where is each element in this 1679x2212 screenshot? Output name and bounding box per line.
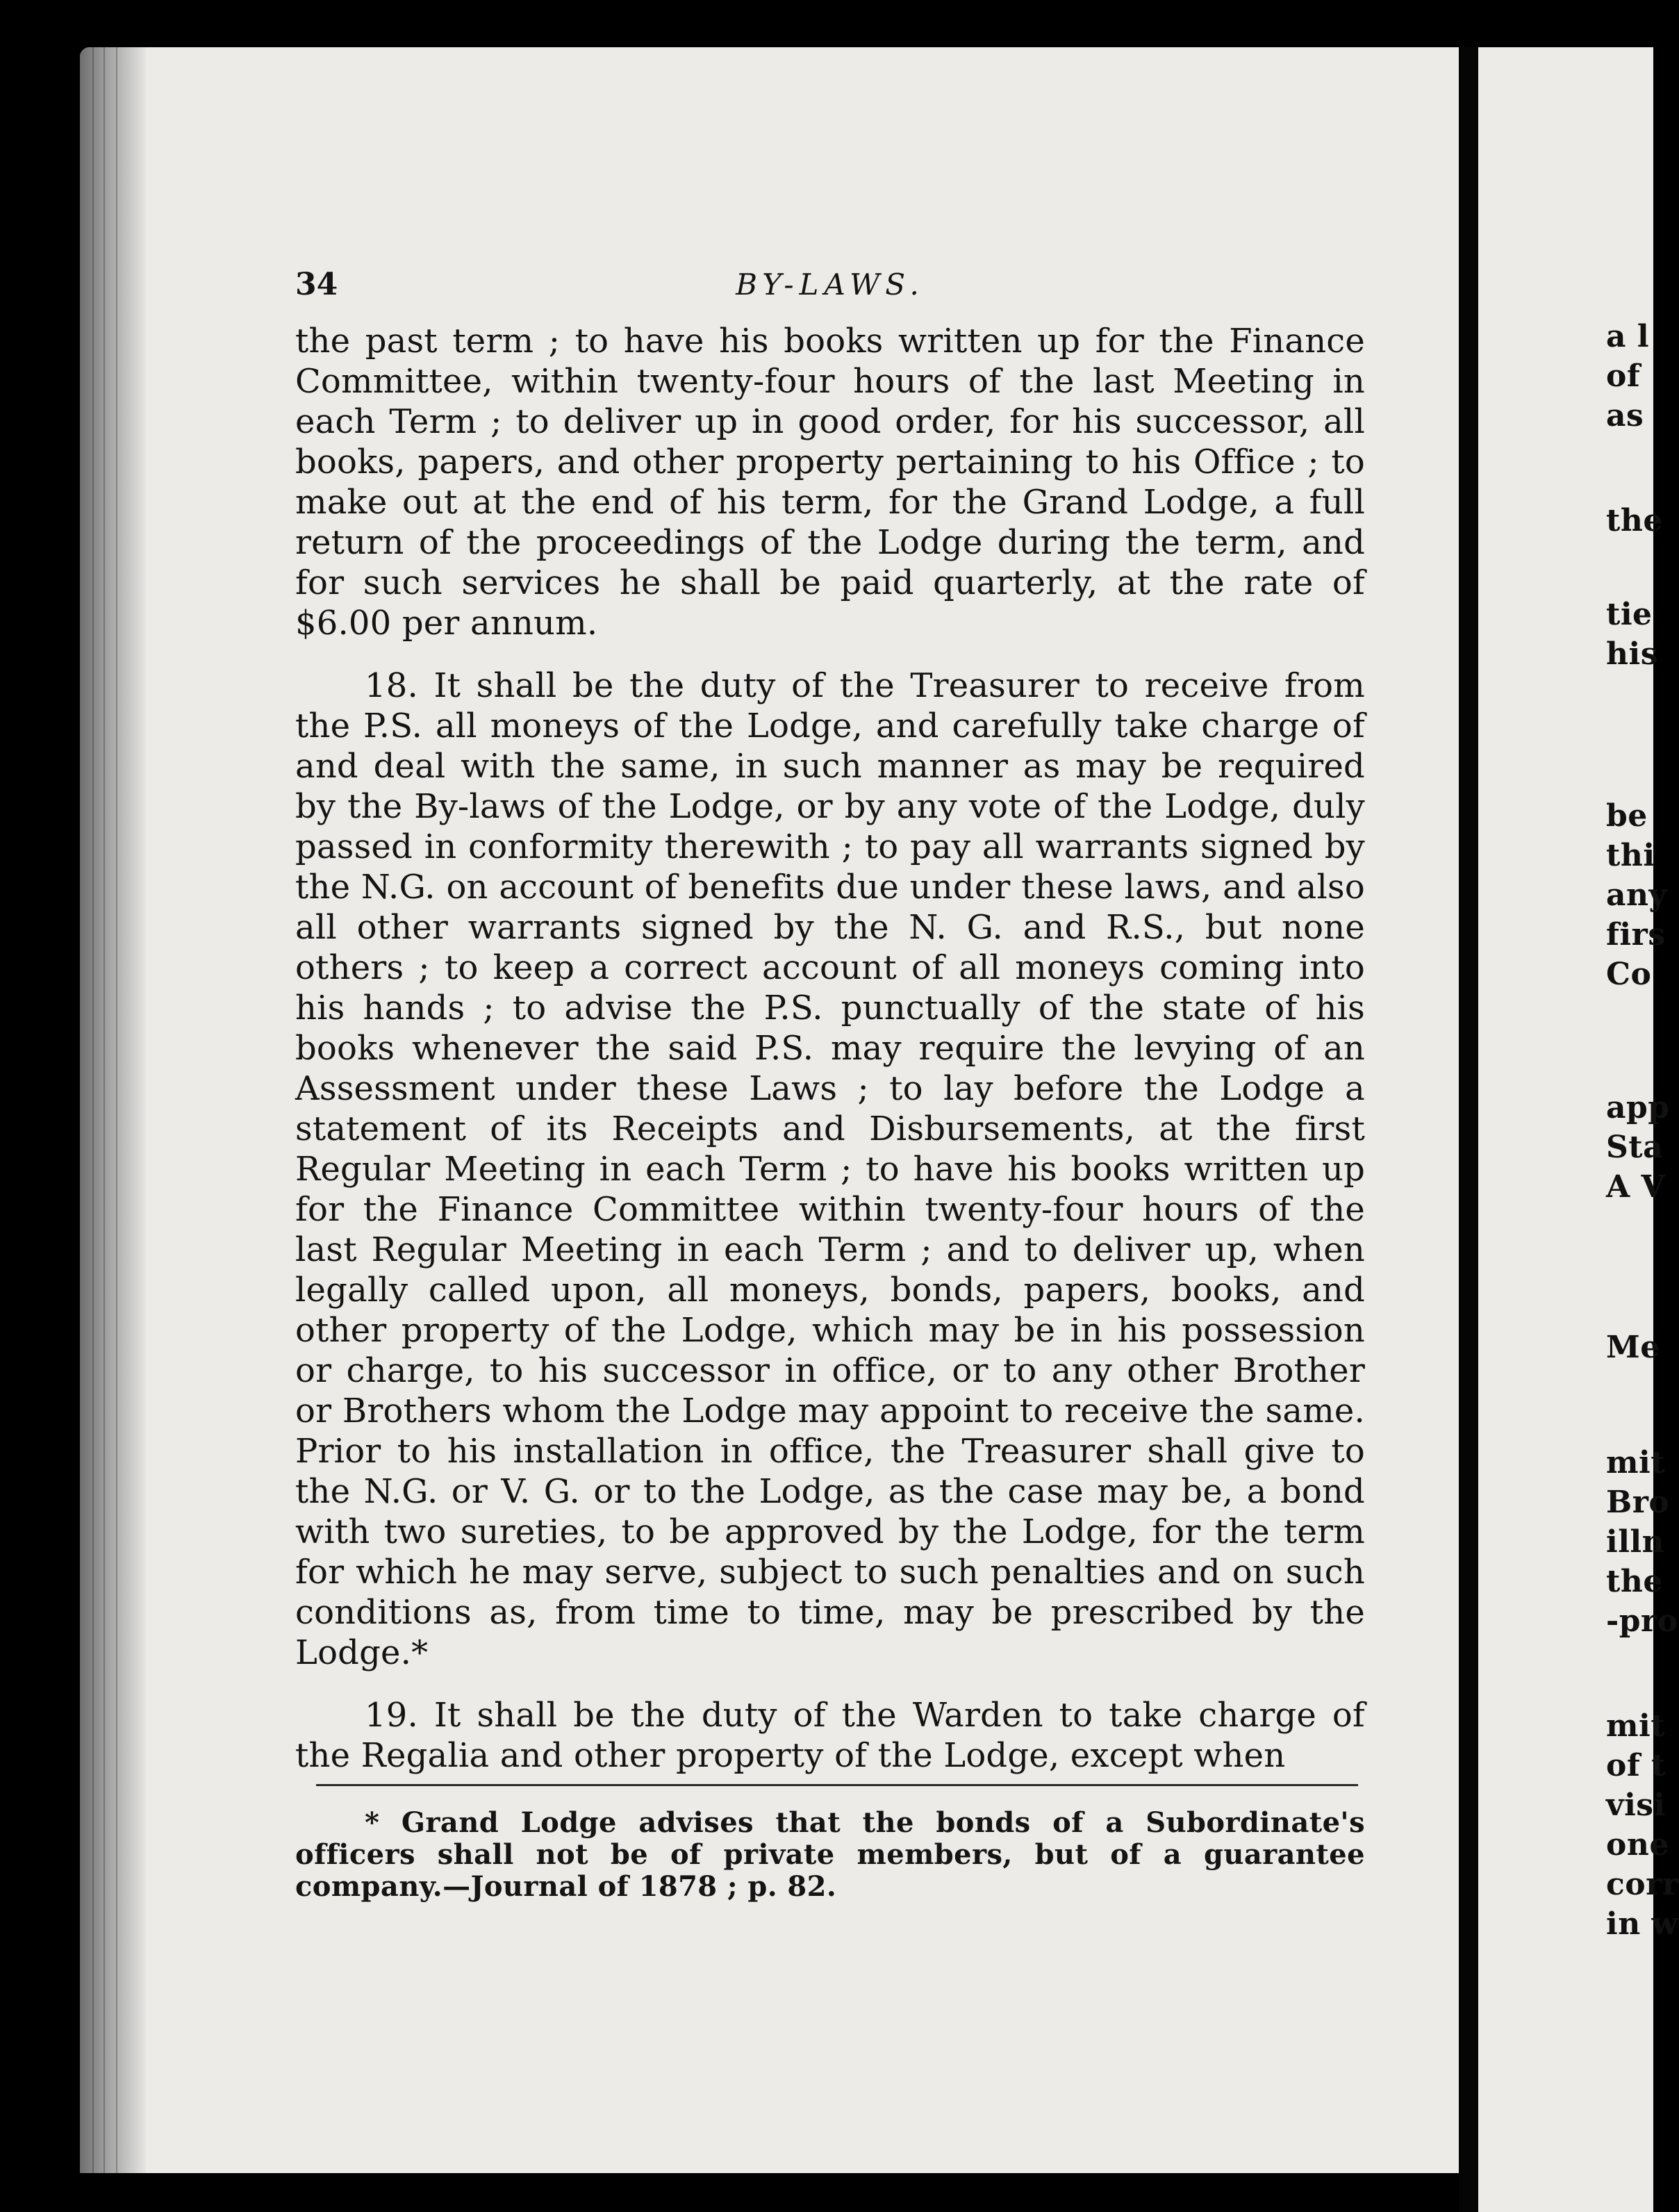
facing-text: of [1606, 358, 1641, 394]
facing-text: one [1606, 1827, 1669, 1863]
book-gutter [1459, 47, 1480, 2212]
page-number: 34 [295, 267, 338, 302]
footnote-text: * Grand Lodge advises that the bonds of a Subordinate's officers shall not be of private members, but of a guarantee company.—Journal of 1878 ; p. 82. [295, 1806, 1365, 1903]
facing-text: any [1606, 877, 1667, 913]
facing-page-fragment [1478, 47, 1679, 2212]
facing-text: as [1606, 398, 1644, 434]
facing-text: a l [1606, 319, 1650, 354]
facing-text: the [1606, 503, 1663, 538]
page-content [295, 264, 1365, 1903]
facing-text: firs [1606, 917, 1666, 952]
body-text [295, 321, 1365, 1776]
facing-text: be [1606, 798, 1648, 834]
running-title: BY-LAWS. [736, 267, 925, 302]
facing-text: visi [1606, 1788, 1666, 1823]
paragraph-section-19: 19. It shall be the duty of the Warden to take charge of the Regalia and other property of the Lodge, except when [295, 1696, 1365, 1775]
facing-text: of t [1606, 1748, 1666, 1783]
facing-text: Me [1606, 1330, 1660, 1365]
paragraph-continued: the past term ; to have his books written up for the Finance Committee, within twenty-four hours of the last Meeting in each Term ; to deliver up in good order, for his successor, all books, papers, and other property pertaining to his Office ; to make out at the end of his term, for the Grand Lodge, a full return of the proceedings of the Lodge during the term, and for such services he shall be paid quarterly, at the rate of $6.00 per annum. [295, 322, 1365, 643]
facing-text: tie [1606, 597, 1653, 632]
facing-text: Co [1606, 957, 1652, 992]
facing-text: thi [1606, 838, 1655, 873]
page-edge-shadow [80, 47, 146, 2173]
footnote [295, 1807, 1365, 1903]
running-head [295, 264, 1365, 306]
facing-text: Sta [1606, 1130, 1664, 1165]
facing-text: corr [1606, 1867, 1679, 1902]
facing-text: illn [1606, 1524, 1665, 1560]
facing-text: app [1606, 1090, 1670, 1125]
facing-text: his [1606, 636, 1658, 672]
footnote-rule [316, 1784, 1358, 1786]
facing-text: mit [1606, 1445, 1666, 1480]
facing-text: -pro [1606, 1603, 1678, 1639]
facing-text: the [1606, 1564, 1663, 1599]
paragraph-section-18: 18. It shall be the duty of the Treasurer to receive from the P.S. all moneys of the Lodge, and carefully take charge of and deal with the same, in such manner as may be required by the By-laws of the Lodge, or by any vote of the Lodge, duly passed in conformity therewith ; to pay all warrants signed by the N.G. on account of benefits due under these laws, and also all other warrants signed by the N. G. and R.S., but none others ; to keep a correct account of all moneys coming into his hands ; to advise the P.S. punctually of the state of his books whenever the said P.S. may require the levying of an Assessment under these Laws ; to lay before the Lodge a statement of its Receipts and Disbursements, at the first Regular Meeting in each Term ; to have his books written up for the Finance Committee within twenty-four hours of the last Regular Meeting in each Term ; and to deliver up, when legally called upon, all moneys, bonds, papers, books, and other property of the Lodge, which may be in his possession or charge, to his successor in office, or to any other Brother or Brothers whom the Lodge may appoint to receive the same. Prior to his installation in office, the Treasurer shall give to the N.G. or V. G. or to the Lodge, as the case may be, a bond with two sureties, to be approved by the Lodge, for the term for which he may serve, subject to such penalties and on such conditions as, from time to time, may be prescribed by the Lodge.* [295, 666, 1365, 1672]
facing-text: mit [1606, 1708, 1666, 1744]
facing-text: in w [1606, 1906, 1678, 1942]
facing-text: Bro [1606, 1485, 1670, 1520]
facing-text: A V [1606, 1169, 1666, 1205]
